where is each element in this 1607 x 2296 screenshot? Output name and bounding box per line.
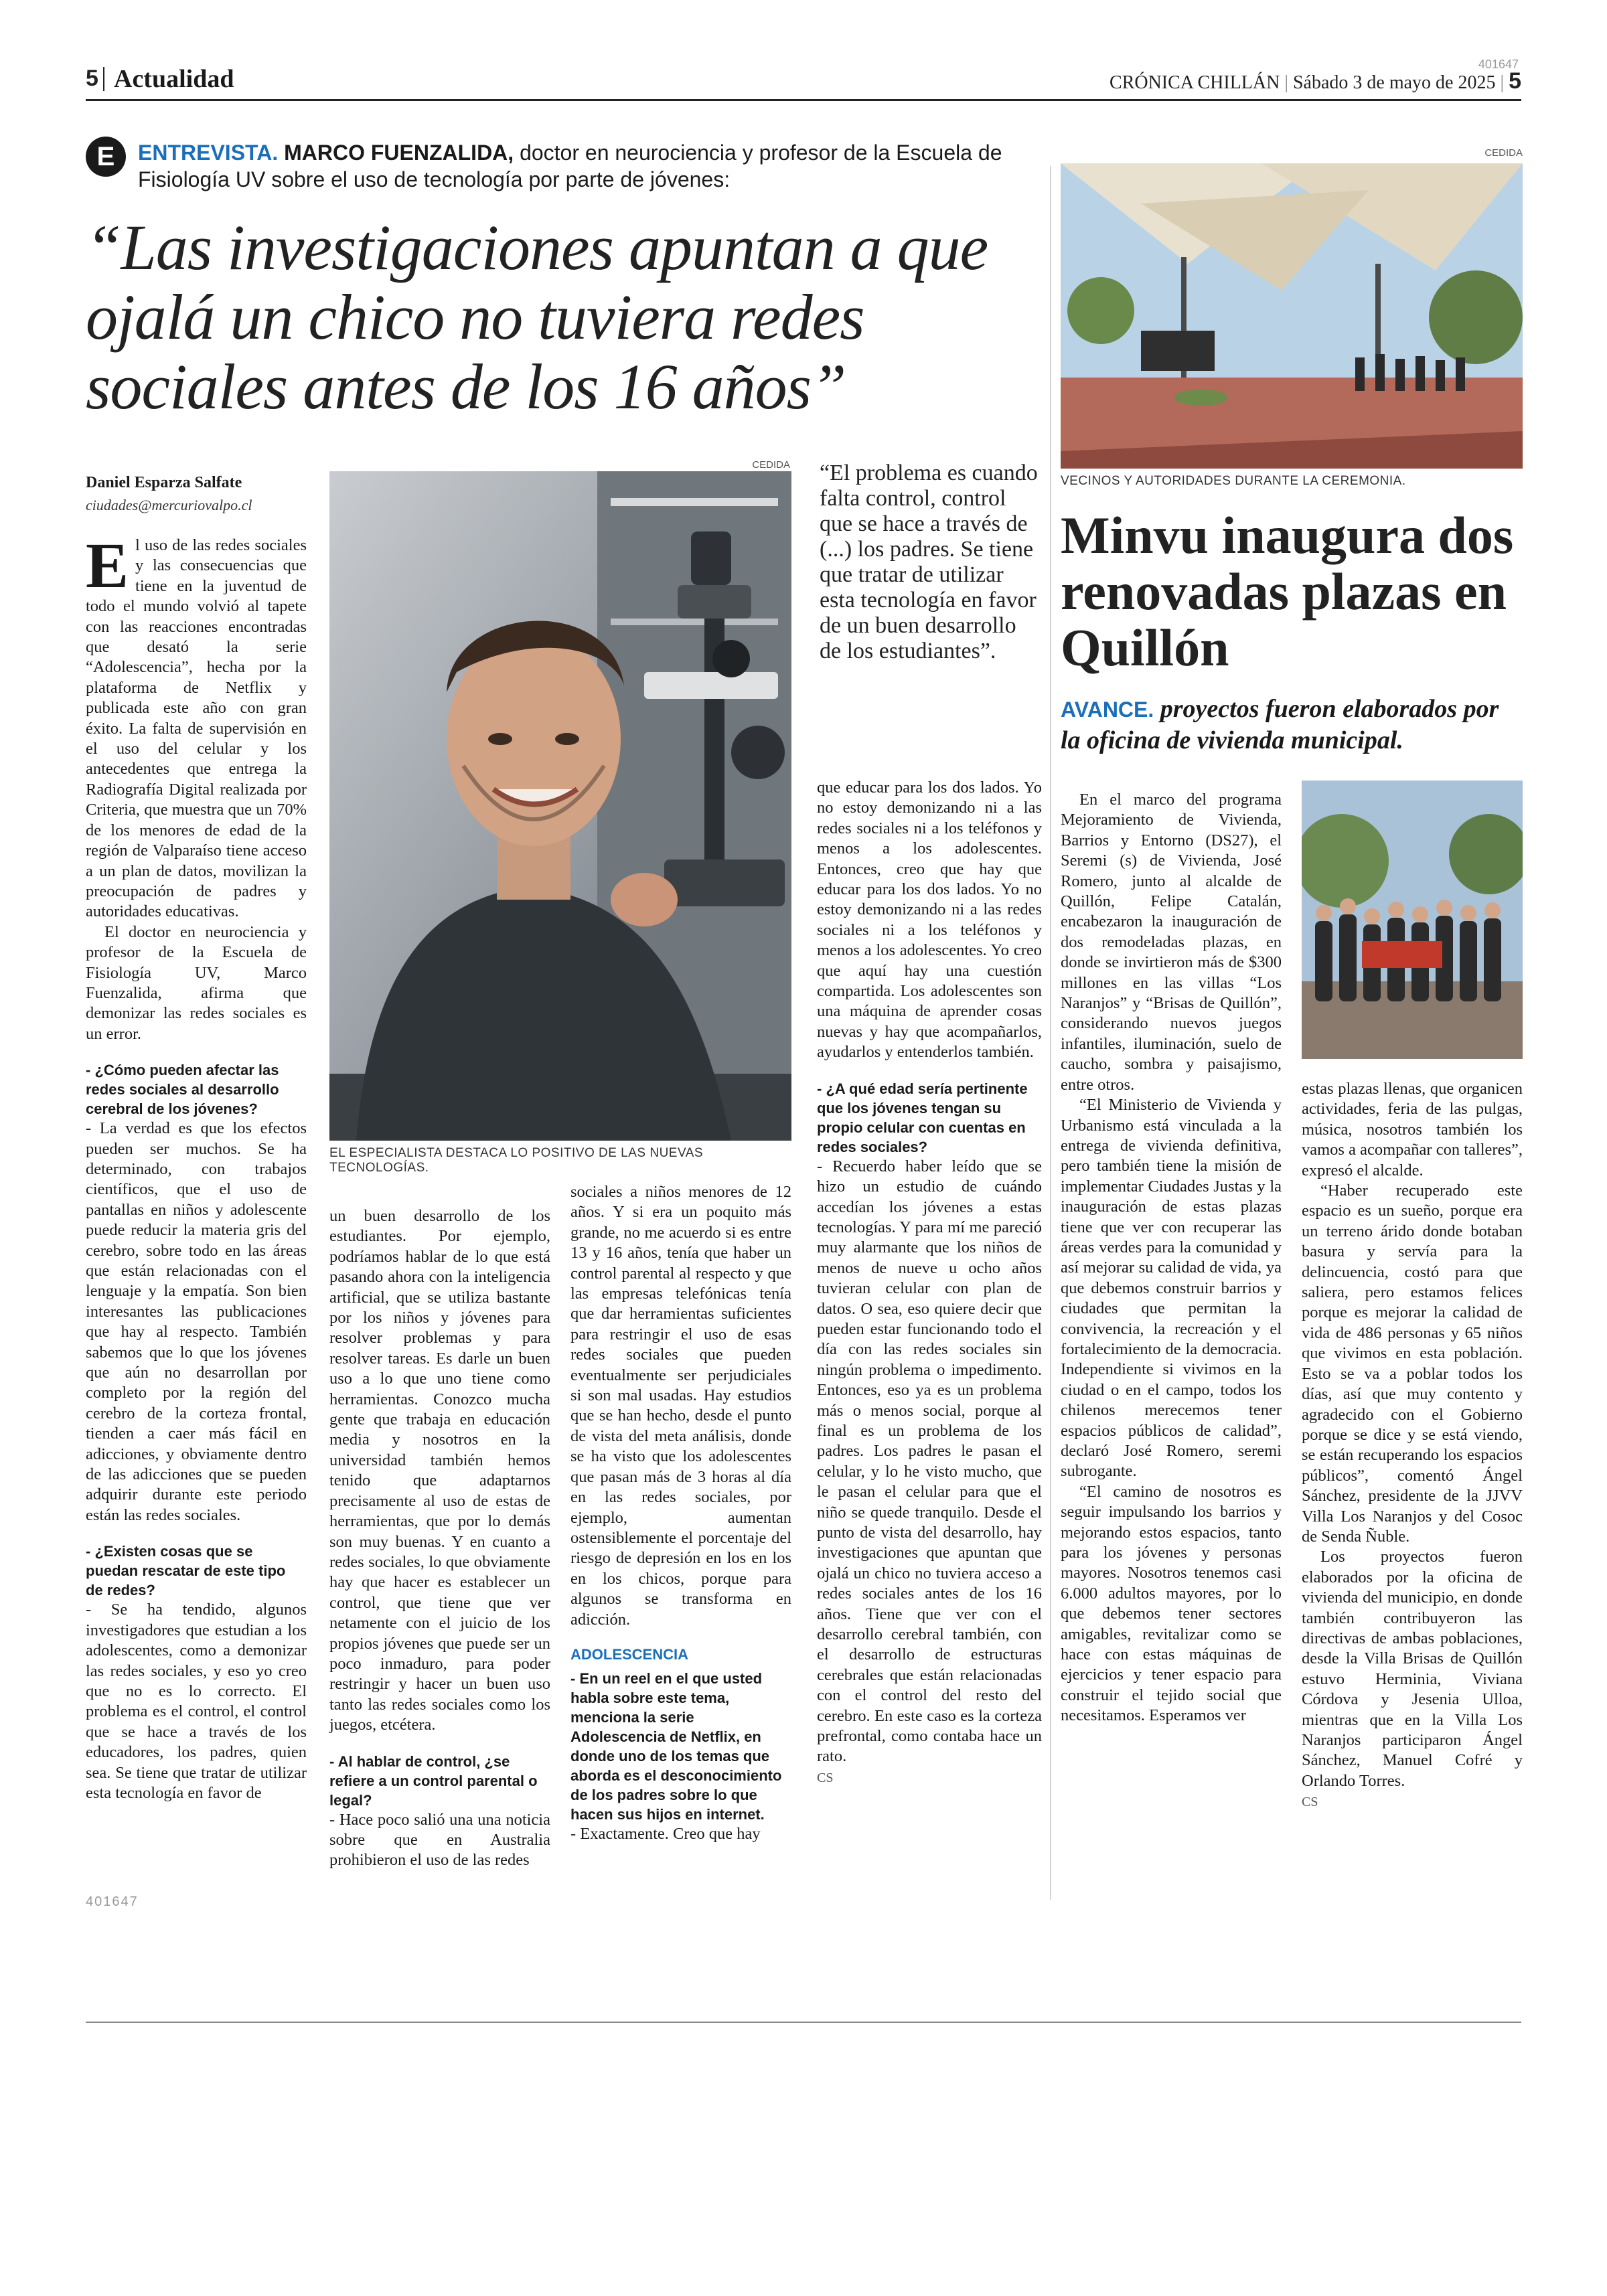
page-number-right: 5 xyxy=(1509,68,1521,94)
pull-quote: “El problema es cuando falta control, control que se hace a través de (...) los padres. Se tiene que tratar de utilizar esta tecnología en favor de un buen desarrollo de los estudiantes”. xyxy=(820,461,1038,663)
interviewee-name: MARCO FUENZALIDA, xyxy=(284,141,514,165)
header-rule xyxy=(86,99,1521,101)
end-mark: CS xyxy=(1302,1795,1318,1810)
header-code: 401647 xyxy=(1478,58,1519,71)
side-photo-caption: VECINOS Y AUTORIDADES DURANTE LA CEREMONIA. xyxy=(1061,474,1406,488)
byline-email: ciudades@mercuriovalpo.cl xyxy=(86,497,252,513)
page-number: 5 xyxy=(86,66,98,91)
side-column-2 xyxy=(1302,1079,1523,1813)
subhead-wrap xyxy=(570,1645,791,1665)
interview-answer: - Hace poco salió una una noticia sobre que en Australia prohibieron el uso de las redes xyxy=(329,1810,550,1870)
interview-answer: - Se ha tendido, algunos investigadores que estudian a los adolescentes, como a demonizar las redes sociales, y eso yo creo que no es lo correcto. El problema es el control, el control que se hace a través de los educadores, los padres, quien sea. Se tiene que tratar de utilizar esta tecnología en favor de xyxy=(86,1601,307,1802)
publication-info: CRÓNICA CHILLÁN | Sábado 3 de mayo de 2025 | 5 xyxy=(1109,68,1521,94)
interview-column-2 xyxy=(329,1206,550,1871)
interview-answer: que educar para los dos lados. Yo no estoy demonizando ni a las redes sociales ni a los teléfonos y menos a los adolescentes. Entonces, creo que hay que educar para los dos lados. Yo no estoy demonizando ni a las redes sociales ni a los teléfonos y menos a los adolescentes. Yo creo que aquí hay una cuestión compartida. Los adolescentes son una máquina de aprender cosas nuevas y hay que acompañarlos, ayudarlos y entenderlos también. xyxy=(817,778,1042,1062)
article-paragraph: “El Ministerio de Vivienda y Urbanismo está vinculada a la entrega de vivienda definitiva, pero también tiene la misión de implementar Ciudades Justas y la inauguración de estas plazas tiene que ver con recuperar las áreas verdes para la comunidad y así mejorar su calidad de vida, ya que debemos construir barrios y ciudades que permitan la convivencia, la recreación y el fortalecimiento de la democracia. Independiente si vivimos en la ciudad o en el campo, todos los chilenos merecemos tener espacios públicos de calidad”, declaró José Romero, seremi subrogante. xyxy=(1061,1096,1282,1481)
photo-credit: CEDIDA xyxy=(752,459,790,471)
side-column-1 xyxy=(1061,790,1282,1726)
side-subhead-text: proyectos fueron elaborados por la oficina de vivienda municipal. xyxy=(1061,695,1499,754)
interview-answer: - Recuerdo haber leído que se hizo un estudio de cuándo accedían los jóvenes a estas tecnologías. Y para mí me pareció muy alarmante que los niños de menos de nueve u ocho años tuvieran celular con plan de datos. O sea, eso quiere decir que pueden estar funcionando todo el día con las redes sociales sin ningún problema o impedimento. Entonces, eso ya es un problema más o menos social, porque al final es un problema de los padres. Los padres le pasan el celular, y lo he visto mucho, que le pasan el celular para que el niño se quede tranquilo. Desde el punto de vista del desarrollo, hay investigaciones que apuntan que ojalá un chico no tuviera acceso a redes sociales antes de los 16 años. Tiene que ver con el desarrollo cerebral también, con el desarrollo de estructuras cerebrales que están relacionadas con el control del resto del cerebro. En este caso es la corteza prefrontal, como contaba hace un rato. xyxy=(817,1157,1042,1766)
subhead-adolescencia: ADOLESCENCIA xyxy=(570,1645,689,1663)
article-paragraph: Los proyectos fueron elaborados por la oficina de vivienda del municipio, en donde también contribuyeron las directivas de ambas poblaciones, desde la Villa Brisas de Quillón estuvo Herminia, Viviana Córdova y Jesenia Ulloa, mientras que en la Villa Los Naranjos participaron Ángel Sánchez, Manuel Cofré y Orlando Torres. xyxy=(1302,1548,1523,1790)
interview-intro xyxy=(138,139,1008,193)
portrait-illustration xyxy=(329,471,791,1141)
interview-answer: - La verdad es que los efectos pueden ser muchos. Se ha determinado, con trabajos científicos, que el uso de pantallas en niños y adolescente puede reducir la materia gris del cerebro, sobre todo en las áreas que están relacionadas con el lenguaje y la empatía. Son bien interesantes las publicaciones que hay al respecto. También sabemos que lo que los jóvenes que aún no desarrollan por completo por la región del cerebro de la corteza frontal, tienden a caer más fácil en adicciones, y obviamente dentro de las adicciones que se pueden adquirir durante este periodo están las redes sociales. xyxy=(86,1119,307,1524)
interview-column-1 xyxy=(86,529,307,1803)
group-illustration xyxy=(1302,781,1523,1059)
drop-cap: E xyxy=(86,529,129,601)
article-paragraph: estas plazas llenas, que organicen actividades, feria de las pulgas, música, nosotros también los vamos a acompañar con talleres”, expresó el alcalde. xyxy=(1302,1080,1523,1179)
side-tag: AVANCE. xyxy=(1061,698,1154,722)
interview-tag: ENTREVISTA. xyxy=(138,141,279,165)
interview-question: - ¿A qué edad sería pertinente que los jóvenes tengan su propio celular con cuentas en redes sociales? xyxy=(817,1080,1028,1155)
end-mark: CS xyxy=(817,1770,834,1785)
header-divider xyxy=(103,67,104,91)
interview-answer: un buen desarrollo de los estudiantes. Por ejemplo, podríamos hablar de lo que está pasando ahora con la inteligencia artificial, que se utiliza bastante por los niños y jóvenes para resolver problemas y para resolver tareas. Es darle un buen uso a lo que uno tiene como herramientas. Conozco mucha gente que trabaja en educación media y nosotros en la universidad también hemos tenido que adaptarnos precisamente al uso de estas de herramientas, que por lo demás son muy buenas. Y en cuanto a redes sociales, lo que obviamente hay que hacer es establecer un control, que tiene que ver netamente con el juicio de los propios jóvenes que puede ser un poco inmaduro, para poder restringir y hacer un buen uso tanto las redes sociales como los juegos, etcétera. xyxy=(329,1207,550,1734)
side-subhead xyxy=(1061,693,1523,756)
interview-question: - En un reel en el que usted habla sobre este tema, menciona la serie Adolescencia de Netflix, en donde uno de los temas que aborda es el desconocimiento de los padres sobre lo que hacen sus hijos en internet. xyxy=(570,1670,782,1823)
interview-badge: E xyxy=(86,137,126,177)
plaza-photo xyxy=(1061,163,1523,469)
interview-answer: sociales a niños menores de 12 años. Y si era un poquito más grande, no me acuerdo si es entre 13 y 16 años, tenía que haber un control parental al respecto y que las empresas telefónicas tenía que dar herramientas suficientes para restringir el uso de esas redes sociales que pueden eventualmente ser perjudiciales si son mal usadas. Hay estudios que se han hecho, desde el punto de vista del meta análisis, donde se ha visto que los adolescentes que pasan más de 3 horas al día en las redes sociales, por ejemplo, aumentan ostensiblemente el porcentaje del riesgo de depresión en los en los en los chicos, porque para algunos se transforma en adicción. xyxy=(570,1183,791,1629)
interview-photo xyxy=(329,471,791,1141)
interview-question: - ¿Cómo pueden afectar las redes sociales al desarrollo cerebral de los jóvenes? xyxy=(86,1062,279,1118)
photo-caption: EL ESPECIALISTA DESTACA LO POSITIVO DE LAS NUEVAS TECNOLOGÍAS. xyxy=(329,1146,704,1175)
column-divider xyxy=(1050,166,1051,1900)
interview-question: - ¿Existen cosas que se puedan rescatar de este tipo de redes? xyxy=(86,1543,286,1599)
publication-name: CRÓNICA CHILLÁN xyxy=(1109,72,1280,93)
footer-rule xyxy=(86,2022,1521,2023)
side-photo-credit: CEDIDA xyxy=(1484,147,1523,159)
section-title: Actualidad xyxy=(114,65,234,93)
article-paragraph: “El camino de nosotros es seguir impulsando los barrios y mejorando estos espacios, tanto para los jóvenes y personas mayores. Nosotros tenemos casi 6.000 adultos mayores, por lo que debemos tener sectores amigables, revitalizar como se hace con estas máquinas de ejercicios y tener espacio para construir el tejido social que necesitamos. Esperamos ver xyxy=(1061,1482,1282,1725)
plaza-illustration xyxy=(1061,163,1523,469)
article-paragraph: El doctor en neurociencia y profesor de la Escuela de Fisiología UV, Marco Fuenzalida, afirma que demonizar las redes sociales es un error. xyxy=(86,922,307,1043)
interview-headline: “Las investigaciones apuntan a que ojalá un chico no tuviera redes sociales antes de los 16 años” xyxy=(86,212,988,422)
interview-question: - Al hablar de control, ¿se refiere a un control parental o legal? xyxy=(329,1752,538,1809)
article-paragraph: En el marco del programa Mejoramiento de Vivienda, Barrios y Entorno (DS27), el Seremi (s) de Vivienda, José Romero, junto al alcalde de Quillón, Felipe Catalán, encabezaron la inauguración de dos remodeladas plazas, en donde se invirtieron más de $300 millones en las villas “Los Naranjos” y “Brisas de Quillón”, considerando nuevos juegos infantiles, iluminación, suelo de caucho, sombra y paisajismo, entre otros. xyxy=(1061,791,1282,1094)
interview-intro-text: doctor en neurociencia y profesor de la Escuela de Fisiología UV sobre el uso de tecnología por parte de jóvenes: xyxy=(138,141,1002,191)
footer-code: 401647 xyxy=(86,1894,139,1909)
group-photo xyxy=(1302,781,1523,1059)
article-paragraph: “Haber recuperado este espacio es un sueño, porque era un terreno árido donde botaban basura y servía para la delincuencia, costó para que saliera, pero estamos felices porque es mejorar la calidad de vida de 486 personas y 65 niños que vivimos en esta población. Esto se va a poblar todos los días, así que muy contento y agradecido con el Gobierno porque se dice y se está viendo, se están recuperando los espacios públicos”, comentó Ángel Sánchez, presidente de la JJVV Villa Los Naranjos y del Cosoc de Senda Ñuble. xyxy=(1302,1181,1523,1546)
interview-column-3 xyxy=(570,1182,791,1845)
publication-date: Sábado 3 de mayo de 2025 xyxy=(1292,72,1496,93)
byline: Daniel Esparza Salfate xyxy=(86,474,242,491)
interview-column-4 xyxy=(817,778,1042,1788)
side-headline: Minvu inaugura dos renovadas plazas en Quillón xyxy=(1061,506,1514,677)
article-paragraph: l uso de las redes sociales y las consecuencias que tiene en la juventud de todo el mundo volvió al tapete con las reacciones encontradas que desató la serie “Adolescencia”, hecha por la plataforma de Netflix y publicada este año con gran éxito. La falta de supervisión en el uso del celular y los antecedentes que entrega la Radiografía Digital realizada por Criteria, que muestra que un 70% de los menores de edad de la región de Valparaíso tiene acceso a un plan de datos, movilizan la preocupación de padres y autoridades educativas. xyxy=(86,536,307,921)
interview-answer: - Exactamente. Creo que hay xyxy=(570,1825,761,1843)
